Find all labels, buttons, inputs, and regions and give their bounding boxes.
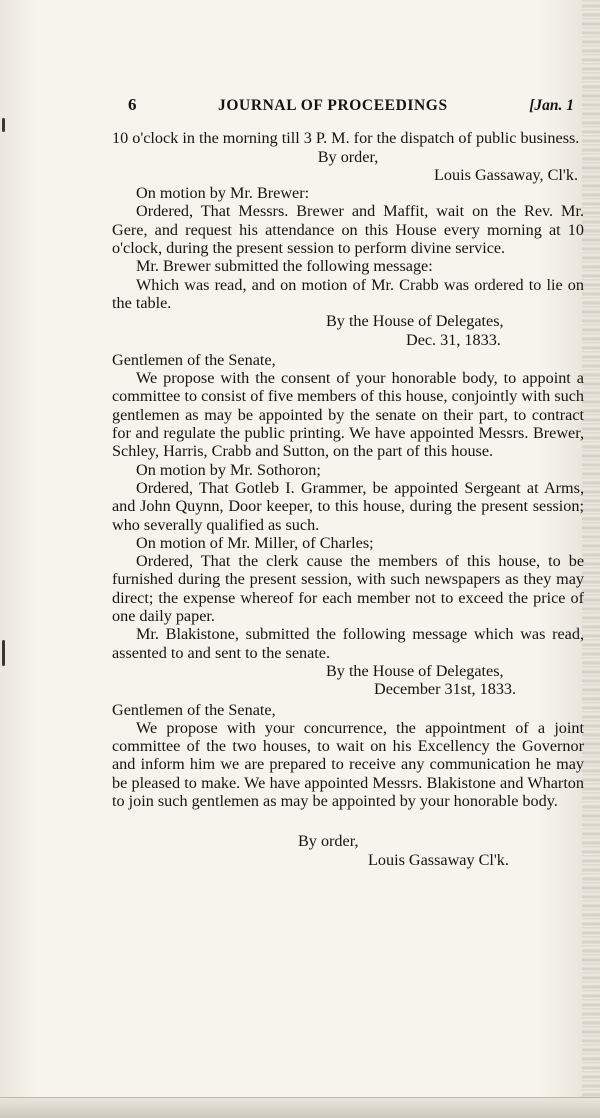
signature: Louis Gassaway, Cl'k. (434, 165, 578, 184)
paragraph: 10 o'clock in the morning till 3 P. M. for the dispatch of public business. (112, 129, 580, 148)
running-header (128, 96, 574, 115)
signature: Louis Gassaway Cl'k. (368, 850, 509, 869)
paragraph: Ordered, That Gotleb I. Grammer, be appointed Sergeant at Arms, and John Quynn, Door keeper, to this house, during the present session; who severally qualified as such. (112, 478, 584, 534)
page-edge-right (582, 0, 600, 1118)
page-text (112, 96, 584, 869)
house-heading: By the House of Delegates, (326, 661, 504, 680)
by-order: By order, (317, 147, 379, 166)
running-title: JOURNAL OF PROCEEDINGS (218, 97, 448, 114)
message-date: Dec. 31, 1833. (406, 330, 501, 349)
message-text: We propose with your concurrence, the appointment of a joint committee of the two houses, to wait on his Excellency the Governor and inform him we are prepared to receive any communication he may be pleased to make. We have appointed Messrs. Blakistone and Wharton to join such gentlemen as may be appointed by your honorable body. (112, 718, 584, 810)
paragraph: Ordered, That Messrs. Brewer and Maffit, wait on the Rev. Mr. Gere, and request his attendance on this House every morning at 10 o'clock, during the present session to perform divine service. (112, 202, 584, 258)
motion: On motion by Mr. Brewer: (136, 184, 310, 203)
binding-mark (2, 640, 5, 666)
page-bottom-edge (0, 1097, 600, 1118)
by-order: By order, (298, 832, 359, 851)
message-date: December 31st, 1833. (374, 680, 517, 699)
binding-mark (2, 118, 5, 132)
page-number: 6 (128, 95, 137, 114)
motion: On motion of Mr. Miller, of Charles; (136, 533, 374, 552)
salutation: Gentlemen of the Senate, (112, 700, 276, 719)
motion: On motion by Mr. Sothoron; (136, 460, 321, 479)
paragraph: Mr. Blakistone, submitted the following message which was read, assented to and sent to the senate. (112, 625, 584, 662)
paragraph: Mr. Brewer submitted the following message: (136, 257, 433, 276)
paragraph: Which was read, and on motion of Mr. Crabb was ordered to lie on the table. (112, 275, 584, 312)
paragraph: Ordered, That the clerk cause the members of this house, to be furnished during the present session, with such newspapers as they may direct; the expense whereof for each member not to exceed the price of one daily paper. (112, 552, 584, 626)
date-marker: [Jan. 1 (529, 97, 574, 114)
salutation: Gentlemen of the Senate, (112, 350, 276, 369)
message-text: We propose with the consent of your honorable body, to appoint a committee to consist of five members of this house, conjointly with such gentlemen as may be appointed by the senate on their part, to contract for and regulate the public printing. We have appointed Messrs. Brewer, Schley, Harris, Crabb and Sutton, on the part of this house. (112, 369, 584, 461)
house-heading: By the House of Delegates, (326, 312, 504, 331)
